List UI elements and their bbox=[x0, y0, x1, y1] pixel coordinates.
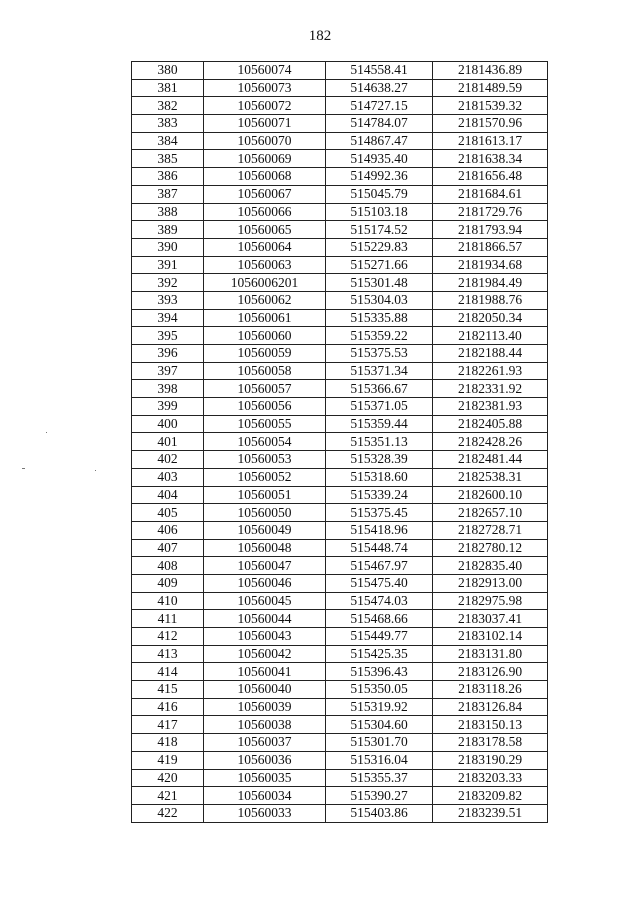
point-number-cell: 388 bbox=[132, 203, 204, 221]
point-id-cell: 10560070 bbox=[204, 132, 326, 150]
y-coordinate-cell: 2181489.59 bbox=[433, 79, 548, 97]
x-coordinate-cell: 515335.88 bbox=[326, 309, 433, 327]
point-number-cell: 395 bbox=[132, 327, 204, 345]
x-coordinate-cell: 515351.13 bbox=[326, 433, 433, 451]
coordinates-table-body bbox=[132, 62, 548, 823]
point-number-cell: 415 bbox=[132, 681, 204, 699]
point-number-cell: 385 bbox=[132, 150, 204, 168]
table-row bbox=[132, 592, 548, 610]
point-number-cell: 382 bbox=[132, 97, 204, 115]
point-id-cell: 10560046 bbox=[204, 574, 326, 592]
table-row bbox=[132, 97, 548, 115]
table-row bbox=[132, 150, 548, 168]
point-id-cell: 10560042 bbox=[204, 645, 326, 663]
table-row bbox=[132, 79, 548, 97]
y-coordinate-cell: 2181934.68 bbox=[433, 256, 548, 274]
table-row bbox=[132, 345, 548, 363]
point-id-cell: 10560039 bbox=[204, 698, 326, 716]
x-coordinate-cell: 515339.24 bbox=[326, 486, 433, 504]
point-id-cell: 10560038 bbox=[204, 716, 326, 734]
table-row bbox=[132, 274, 548, 292]
x-coordinate-cell: 515403.86 bbox=[326, 804, 433, 822]
x-coordinate-cell: 515475.40 bbox=[326, 574, 433, 592]
table-row bbox=[132, 468, 548, 486]
x-coordinate-cell: 515301.48 bbox=[326, 274, 433, 292]
x-coordinate-cell: 515328.39 bbox=[326, 451, 433, 469]
y-coordinate-cell: 2183190.29 bbox=[433, 751, 548, 769]
table-row bbox=[132, 203, 548, 221]
table-row bbox=[132, 451, 548, 469]
page-number: 182 bbox=[308, 28, 332, 44]
x-coordinate-cell: 514558.41 bbox=[326, 62, 433, 80]
y-coordinate-cell: 2181729.76 bbox=[433, 203, 548, 221]
point-number-cell: 416 bbox=[132, 698, 204, 716]
point-number-cell: 396 bbox=[132, 345, 204, 363]
point-number-cell: 399 bbox=[132, 398, 204, 416]
point-id-cell: 10560074 bbox=[204, 62, 326, 80]
table-row bbox=[132, 221, 548, 239]
x-coordinate-cell: 515316.04 bbox=[326, 751, 433, 769]
point-number-cell: 384 bbox=[132, 132, 204, 150]
y-coordinate-cell: 2181988.76 bbox=[433, 291, 548, 309]
point-id-cell: 10560058 bbox=[204, 362, 326, 380]
point-id-cell: 10560071 bbox=[204, 115, 326, 133]
table-row bbox=[132, 256, 548, 274]
table-row bbox=[132, 734, 548, 752]
x-coordinate-cell: 515355.37 bbox=[326, 769, 433, 787]
point-id-cell: 10560033 bbox=[204, 804, 326, 822]
x-coordinate-cell: 515359.44 bbox=[326, 415, 433, 433]
x-coordinate-cell: 514867.47 bbox=[326, 132, 433, 150]
y-coordinate-cell: 2181436.89 bbox=[433, 62, 548, 80]
x-coordinate-cell: 515390.27 bbox=[326, 787, 433, 805]
y-coordinate-cell: 2182188.44 bbox=[433, 345, 548, 363]
table-row bbox=[132, 362, 548, 380]
x-coordinate-cell: 514638.27 bbox=[326, 79, 433, 97]
y-coordinate-cell: 2182975.98 bbox=[433, 592, 548, 610]
table-row bbox=[132, 787, 548, 805]
point-id-cell: 10560052 bbox=[204, 468, 326, 486]
x-coordinate-cell: 515468.66 bbox=[326, 610, 433, 628]
table-row bbox=[132, 168, 548, 186]
x-coordinate-cell: 515418.96 bbox=[326, 521, 433, 539]
point-id-cell: 10560073 bbox=[204, 79, 326, 97]
x-coordinate-cell: 515271.66 bbox=[326, 256, 433, 274]
x-coordinate-cell: 515301.70 bbox=[326, 734, 433, 752]
table-row bbox=[132, 804, 548, 822]
point-id-cell: 10560040 bbox=[204, 681, 326, 699]
point-number-cell: 411 bbox=[132, 610, 204, 628]
y-coordinate-cell: 2182405.88 bbox=[433, 415, 548, 433]
table-row bbox=[132, 557, 548, 575]
point-number-cell: 403 bbox=[132, 468, 204, 486]
y-coordinate-cell: 2182050.34 bbox=[433, 309, 548, 327]
point-number-cell: 408 bbox=[132, 557, 204, 575]
x-coordinate-cell: 515474.03 bbox=[326, 592, 433, 610]
y-coordinate-cell: 2182913.00 bbox=[433, 574, 548, 592]
x-coordinate-cell: 515304.60 bbox=[326, 716, 433, 734]
x-coordinate-cell: 515449.77 bbox=[326, 628, 433, 646]
point-number-cell: 404 bbox=[132, 486, 204, 504]
x-coordinate-cell: 515425.35 bbox=[326, 645, 433, 663]
table-row bbox=[132, 62, 548, 80]
point-number-cell: 405 bbox=[132, 504, 204, 522]
point-number-cell: 383 bbox=[132, 115, 204, 133]
point-number-cell: 413 bbox=[132, 645, 204, 663]
y-coordinate-cell: 2182780.12 bbox=[433, 539, 548, 557]
point-number-cell: 419 bbox=[132, 751, 204, 769]
y-coordinate-cell: 2181539.32 bbox=[433, 97, 548, 115]
point-id-cell: 10560056 bbox=[204, 398, 326, 416]
y-coordinate-cell: 2181793.94 bbox=[433, 221, 548, 239]
y-coordinate-cell: 2182538.31 bbox=[433, 468, 548, 486]
point-number-cell: 394 bbox=[132, 309, 204, 327]
point-id-cell: 10560035 bbox=[204, 769, 326, 787]
table-row bbox=[132, 610, 548, 628]
table-row bbox=[132, 398, 548, 416]
point-number-cell: 387 bbox=[132, 185, 204, 203]
y-coordinate-cell: 2181684.61 bbox=[433, 185, 548, 203]
y-coordinate-cell: 2183126.84 bbox=[433, 698, 548, 716]
x-coordinate-cell: 515359.22 bbox=[326, 327, 433, 345]
x-coordinate-cell: 515396.43 bbox=[326, 663, 433, 681]
x-coordinate-cell: 515318.60 bbox=[326, 468, 433, 486]
point-id-cell: 10560045 bbox=[204, 592, 326, 610]
point-number-cell: 386 bbox=[132, 168, 204, 186]
point-id-cell: 10560060 bbox=[204, 327, 326, 345]
y-coordinate-cell: 2183239.51 bbox=[433, 804, 548, 822]
y-coordinate-cell: 2182728.71 bbox=[433, 521, 548, 539]
x-coordinate-cell: 515371.34 bbox=[326, 362, 433, 380]
x-coordinate-cell: 515103.18 bbox=[326, 203, 433, 221]
table-row bbox=[132, 132, 548, 150]
table-row bbox=[132, 309, 548, 327]
point-number-cell: 422 bbox=[132, 804, 204, 822]
point-id-cell: 10560036 bbox=[204, 751, 326, 769]
point-number-cell: 414 bbox=[132, 663, 204, 681]
y-coordinate-cell: 2181984.49 bbox=[433, 274, 548, 292]
table-row bbox=[132, 681, 548, 699]
point-id-cell: 10560047 bbox=[204, 557, 326, 575]
x-coordinate-cell: 515350.05 bbox=[326, 681, 433, 699]
point-id-cell: 10560061 bbox=[204, 309, 326, 327]
table-row bbox=[132, 115, 548, 133]
table-row bbox=[132, 751, 548, 769]
point-id-cell: 10560051 bbox=[204, 486, 326, 504]
x-coordinate-cell: 514727.15 bbox=[326, 97, 433, 115]
point-id-cell: 10560065 bbox=[204, 221, 326, 239]
x-coordinate-cell: 515375.53 bbox=[326, 345, 433, 363]
point-number-cell: 397 bbox=[132, 362, 204, 380]
table-row bbox=[132, 698, 548, 716]
y-coordinate-cell: 2182600.10 bbox=[433, 486, 548, 504]
point-id-cell: 10560072 bbox=[204, 97, 326, 115]
y-coordinate-cell: 2181656.48 bbox=[433, 168, 548, 186]
point-id-cell: 10560069 bbox=[204, 150, 326, 168]
x-coordinate-cell: 515366.67 bbox=[326, 380, 433, 398]
y-coordinate-cell: 2182113.40 bbox=[433, 327, 548, 345]
point-number-cell: 412 bbox=[132, 628, 204, 646]
point-number-cell: 418 bbox=[132, 734, 204, 752]
table-row bbox=[132, 521, 548, 539]
scan-speck bbox=[22, 468, 25, 469]
table-row bbox=[132, 185, 548, 203]
x-coordinate-cell: 515304.03 bbox=[326, 291, 433, 309]
y-coordinate-cell: 2183126.90 bbox=[433, 663, 548, 681]
point-number-cell: 402 bbox=[132, 451, 204, 469]
point-id-cell: 10560055 bbox=[204, 415, 326, 433]
point-id-cell: 10560063 bbox=[204, 256, 326, 274]
point-number-cell: 400 bbox=[132, 415, 204, 433]
point-id-cell: 10560053 bbox=[204, 451, 326, 469]
point-id-cell: 10560034 bbox=[204, 787, 326, 805]
point-number-cell: 381 bbox=[132, 79, 204, 97]
y-coordinate-cell: 2181570.96 bbox=[433, 115, 548, 133]
y-coordinate-cell: 2182835.40 bbox=[433, 557, 548, 575]
y-coordinate-cell: 2181638.34 bbox=[433, 150, 548, 168]
x-coordinate-cell: 514992.36 bbox=[326, 168, 433, 186]
table-row bbox=[132, 769, 548, 787]
table-row bbox=[132, 238, 548, 256]
y-coordinate-cell: 2181613.17 bbox=[433, 132, 548, 150]
point-number-cell: 390 bbox=[132, 238, 204, 256]
x-coordinate-cell: 515045.79 bbox=[326, 185, 433, 203]
point-number-cell: 406 bbox=[132, 521, 204, 539]
point-id-cell: 10560037 bbox=[204, 734, 326, 752]
scan-speck bbox=[46, 432, 47, 433]
point-id-cell: 10560044 bbox=[204, 610, 326, 628]
table-row bbox=[132, 380, 548, 398]
point-number-cell: 407 bbox=[132, 539, 204, 557]
x-coordinate-cell: 514784.07 bbox=[326, 115, 433, 133]
table-row bbox=[132, 415, 548, 433]
y-coordinate-cell: 2182381.93 bbox=[433, 398, 548, 416]
y-coordinate-cell: 2183178.58 bbox=[433, 734, 548, 752]
y-coordinate-cell: 2182481.44 bbox=[433, 451, 548, 469]
y-coordinate-cell: 2183037.41 bbox=[433, 610, 548, 628]
coordinates-table bbox=[131, 61, 548, 823]
table-row bbox=[132, 504, 548, 522]
point-number-cell: 389 bbox=[132, 221, 204, 239]
y-coordinate-cell: 2182428.26 bbox=[433, 433, 548, 451]
point-id-cell: 10560048 bbox=[204, 539, 326, 557]
point-id-cell: 10560066 bbox=[204, 203, 326, 221]
point-id-cell: 10560068 bbox=[204, 168, 326, 186]
point-number-cell: 398 bbox=[132, 380, 204, 398]
scan-speck bbox=[95, 470, 96, 471]
y-coordinate-cell: 2182261.93 bbox=[433, 362, 548, 380]
y-coordinate-cell: 2182331.92 bbox=[433, 380, 548, 398]
point-number-cell: 393 bbox=[132, 291, 204, 309]
table-row bbox=[132, 327, 548, 345]
y-coordinate-cell: 2183131.80 bbox=[433, 645, 548, 663]
y-coordinate-cell: 2182657.10 bbox=[433, 504, 548, 522]
point-id-cell: 10560064 bbox=[204, 238, 326, 256]
x-coordinate-cell: 515371.05 bbox=[326, 398, 433, 416]
x-coordinate-cell: 515174.52 bbox=[326, 221, 433, 239]
point-id-cell: 10560067 bbox=[204, 185, 326, 203]
point-id-cell: 1056006201 bbox=[204, 274, 326, 292]
table-row bbox=[132, 486, 548, 504]
y-coordinate-cell: 2183150.13 bbox=[433, 716, 548, 734]
point-number-cell: 401 bbox=[132, 433, 204, 451]
point-number-cell: 409 bbox=[132, 574, 204, 592]
y-coordinate-cell: 2183203.33 bbox=[433, 769, 548, 787]
y-coordinate-cell: 2183102.14 bbox=[433, 628, 548, 646]
point-number-cell: 417 bbox=[132, 716, 204, 734]
y-coordinate-cell: 2181866.57 bbox=[433, 238, 548, 256]
point-number-cell: 392 bbox=[132, 274, 204, 292]
point-id-cell: 10560059 bbox=[204, 345, 326, 363]
point-id-cell: 10560041 bbox=[204, 663, 326, 681]
table-row bbox=[132, 663, 548, 681]
x-coordinate-cell: 514935.40 bbox=[326, 150, 433, 168]
y-coordinate-cell: 2183118.26 bbox=[433, 681, 548, 699]
point-id-cell: 10560049 bbox=[204, 521, 326, 539]
table-row bbox=[132, 574, 548, 592]
x-coordinate-cell: 515229.83 bbox=[326, 238, 433, 256]
x-coordinate-cell: 515319.92 bbox=[326, 698, 433, 716]
table-row bbox=[132, 433, 548, 451]
point-number-cell: 380 bbox=[132, 62, 204, 80]
table-row bbox=[132, 291, 548, 309]
point-id-cell: 10560054 bbox=[204, 433, 326, 451]
x-coordinate-cell: 515448.74 bbox=[326, 539, 433, 557]
table-row bbox=[132, 645, 548, 663]
y-coordinate-cell: 2183209.82 bbox=[433, 787, 548, 805]
point-number-cell: 421 bbox=[132, 787, 204, 805]
point-number-cell: 410 bbox=[132, 592, 204, 610]
point-id-cell: 10560043 bbox=[204, 628, 326, 646]
table-row bbox=[132, 539, 548, 557]
x-coordinate-cell: 515467.97 bbox=[326, 557, 433, 575]
table-row bbox=[132, 716, 548, 734]
table-row bbox=[132, 628, 548, 646]
point-id-cell: 10560062 bbox=[204, 291, 326, 309]
point-id-cell: 10560050 bbox=[204, 504, 326, 522]
point-number-cell: 391 bbox=[132, 256, 204, 274]
point-id-cell: 10560057 bbox=[204, 380, 326, 398]
point-number-cell: 420 bbox=[132, 769, 204, 787]
x-coordinate-cell: 515375.45 bbox=[326, 504, 433, 522]
